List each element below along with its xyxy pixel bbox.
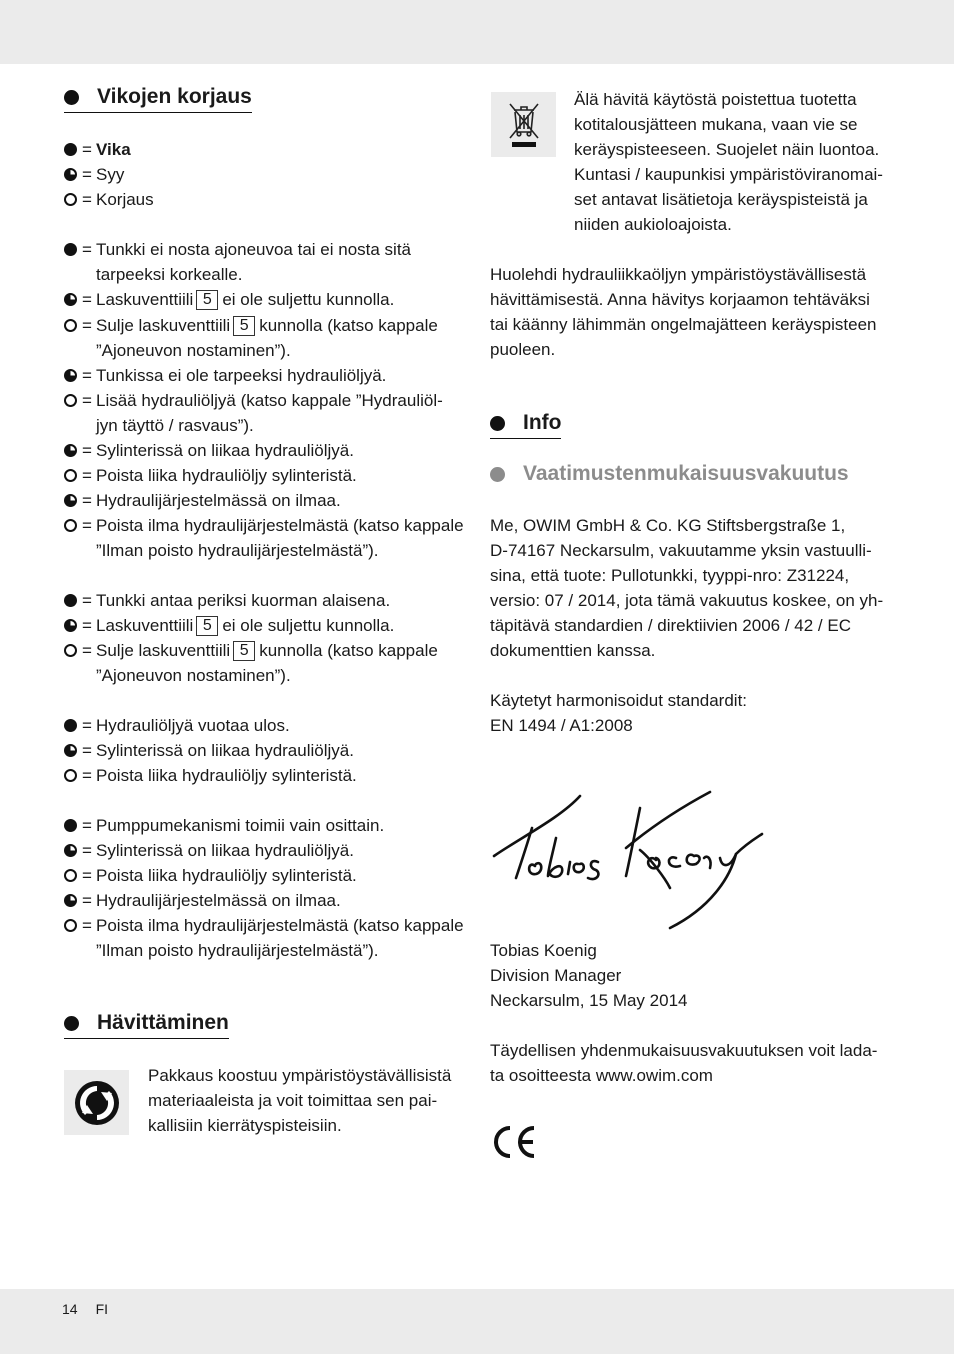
- signatory-role: Division Manager: [490, 966, 622, 985]
- fault-symbol-icon: [64, 819, 77, 832]
- fix-symbol-icon: [64, 769, 77, 782]
- ce-mark-icon: [490, 1125, 538, 1164]
- fix-row: = Poista liika hydrauliöljy sylinteristä.: [64, 863, 357, 888]
- product-disposal-text: Älä hävitä käytöstä poistettua tuotetta kotitalousjätteen mukana, vaan vie se keräyspisteeseen. Suojelet näin luontoa. Kuntasi / kaupunkisi ympäristöviranomai- set antavat lisätietoja keräyspisteistä ja niiden aukioloajoista.: [574, 90, 883, 234]
- part-number-box: 5: [233, 641, 255, 661]
- cause-row: = Laskuventtiili 5 ei ole suljettu kunnolla.: [64, 613, 394, 638]
- fix-symbol-icon: [64, 919, 77, 932]
- fix-row: = Poista ilma hydraulijärjestelmästä (katso kappale ”Ilman poisto hydraulijärjestelmästä”).: [64, 913, 464, 938]
- cause-symbol-icon: [64, 293, 77, 306]
- fix-row: = Sulje laskuventtiili 5 kunnolla (katso kappale ”Ajoneuvon nostaminen”).: [64, 313, 438, 338]
- bottom-band: [0, 1289, 954, 1354]
- cause-row: = Sylinterissä on liikaa hydrauliöljyä.: [64, 838, 354, 863]
- crossed-bin-icon: [491, 92, 556, 157]
- declaration-text: Me, OWIM GmbH & Co. KG Stiftsbergstraße 1, D-74167 Neckarsulm, vakuutamme yksin vastuulli- sina, että tuote: Pullotunkki, tyyppi-nro: Z31224, versio: 07 / 2014, jota tämä vakuutus koskee, on yh- täpitävä standardien / direktiivien 2006 / 42 / EC dokumenttien kanssa.: [490, 516, 884, 660]
- fault-symbol-icon: [64, 243, 77, 256]
- part-number-box: 5: [233, 316, 255, 336]
- heading-bullet-icon: [490, 416, 505, 431]
- cause-row: = Sylinterissä on liikaa hydrauliöljyä.: [64, 738, 354, 763]
- cause-symbol-icon: [64, 369, 77, 382]
- standards-text: Käytetyt harmonisoidut standardit: EN 1494 / A1:2008: [490, 691, 748, 735]
- fix-symbol-icon: [64, 469, 77, 482]
- page-language: FI: [95, 1301, 109, 1317]
- fault-symbol-icon: [64, 143, 77, 156]
- fix-symbol-icon: [64, 394, 77, 407]
- legend-fault: = Vika: [64, 137, 131, 162]
- fix-row: = Poista liika hydrauliöljy sylinteristä.: [64, 763, 357, 788]
- fix-symbol-icon: [64, 519, 77, 532]
- fault-row: = Hydrauliöljyä vuotaa ulos.: [64, 713, 290, 738]
- cause-row: = Sylinterissä on liikaa hydrauliöljyä.: [64, 438, 354, 463]
- page-number: 14: [62, 1301, 78, 1317]
- signatory-place-date: Neckarsulm, 15 May 2014: [490, 991, 688, 1010]
- oil-disposal-text: Huolehdi hydrauliikkaöljyn ympäristöystävällisestä hävittämisestä. Anna hävitys korjaamon tehtäväksi tai käänny lähimmän ongelmajätteen keräyspisteen puoleen.: [490, 265, 877, 359]
- signature-image: [490, 788, 770, 938]
- signatory-block: [490, 938, 687, 1013]
- fix-symbol-icon: [64, 869, 77, 882]
- heading-bullet-icon: [490, 467, 505, 482]
- heading-info: Info: [490, 410, 561, 439]
- cause-symbol-icon: [64, 894, 77, 907]
- cause-row: = Tunkissa ei ole tarpeeksi hydrauliöljyä.: [64, 363, 386, 388]
- page-footer: [62, 1301, 108, 1317]
- packaging-text: Pakkaus koostuu ympäristöystävällisistä materiaaleista ja voit toimittaa sen pai- kallisiin kierrätyspisteisiin.: [148, 1066, 452, 1135]
- part-number-box: 5: [196, 290, 218, 310]
- fix-symbol-icon: [64, 193, 77, 206]
- cause-row: = Hydraulijärjestelmässä on ilmaa.: [64, 888, 341, 913]
- heading-troubleshooting: Vikojen korjaus: [64, 84, 252, 113]
- fault-row: = Pumppumekanismi toimii vain osittain.: [64, 813, 384, 838]
- cause-symbol-icon: [64, 444, 77, 457]
- fault-row: = Tunkki ei nosta ajoneuvoa tai ei nosta sitä tarpeeksi korkealle.: [64, 237, 411, 262]
- cause-symbol-icon: [64, 494, 77, 507]
- fault-symbol-icon: [64, 719, 77, 732]
- part-number-box: 5: [196, 616, 218, 636]
- fix-symbol-icon: [64, 319, 77, 332]
- cause-symbol-icon: [64, 168, 77, 181]
- fault-row: = Tunkki antaa periksi kuorman alaisena.: [64, 588, 390, 613]
- signatory-name: Tobias Koenig: [490, 941, 597, 960]
- heading-conformity: Vaatimustenmukaisuusvakuutus: [490, 461, 849, 487]
- fix-row: = Poista liika hydrauliöljy sylinteristä.: [64, 463, 357, 488]
- full-declaration-text: Täydellisen yhdenmukaisuusvakuutuksen voit lada- ta osoitteesta www.owim.com: [490, 1041, 878, 1085]
- fix-row: = Poista ilma hydraulijärjestelmästä (katso kappale ”Ilman poisto hydraulijärjestelmästä”).: [64, 513, 464, 538]
- legend-cause: = Syy: [64, 162, 124, 187]
- cause-symbol-icon: [64, 844, 77, 857]
- top-band: [0, 0, 954, 64]
- cause-symbol-icon: [64, 619, 77, 632]
- heading-bullet-icon: [64, 1016, 79, 1031]
- fix-row: = Lisää hydrauliöljyä (katso kappale ”Hydrauliöl- jyn täyttö / rasvaus”).: [64, 388, 443, 413]
- fix-row: = Sulje laskuventtiili 5 kunnolla (katso kappale ”Ajoneuvon nostaminen”).: [64, 638, 438, 663]
- heading-bullet-icon: [64, 90, 79, 105]
- fix-symbol-icon: [64, 644, 77, 657]
- cause-row: = Laskuventtiili 5 ei ole suljettu kunnolla.: [64, 287, 394, 312]
- legend-fix: = Korjaus: [64, 187, 154, 212]
- cause-row: = Hydraulijärjestelmässä on ilmaa.: [64, 488, 341, 513]
- cause-symbol-icon: [64, 744, 77, 757]
- green-dot-recycling-icon: [64, 1070, 129, 1135]
- fault-symbol-icon: [64, 594, 77, 607]
- heading-disposal: Hävittäminen: [64, 1010, 229, 1039]
